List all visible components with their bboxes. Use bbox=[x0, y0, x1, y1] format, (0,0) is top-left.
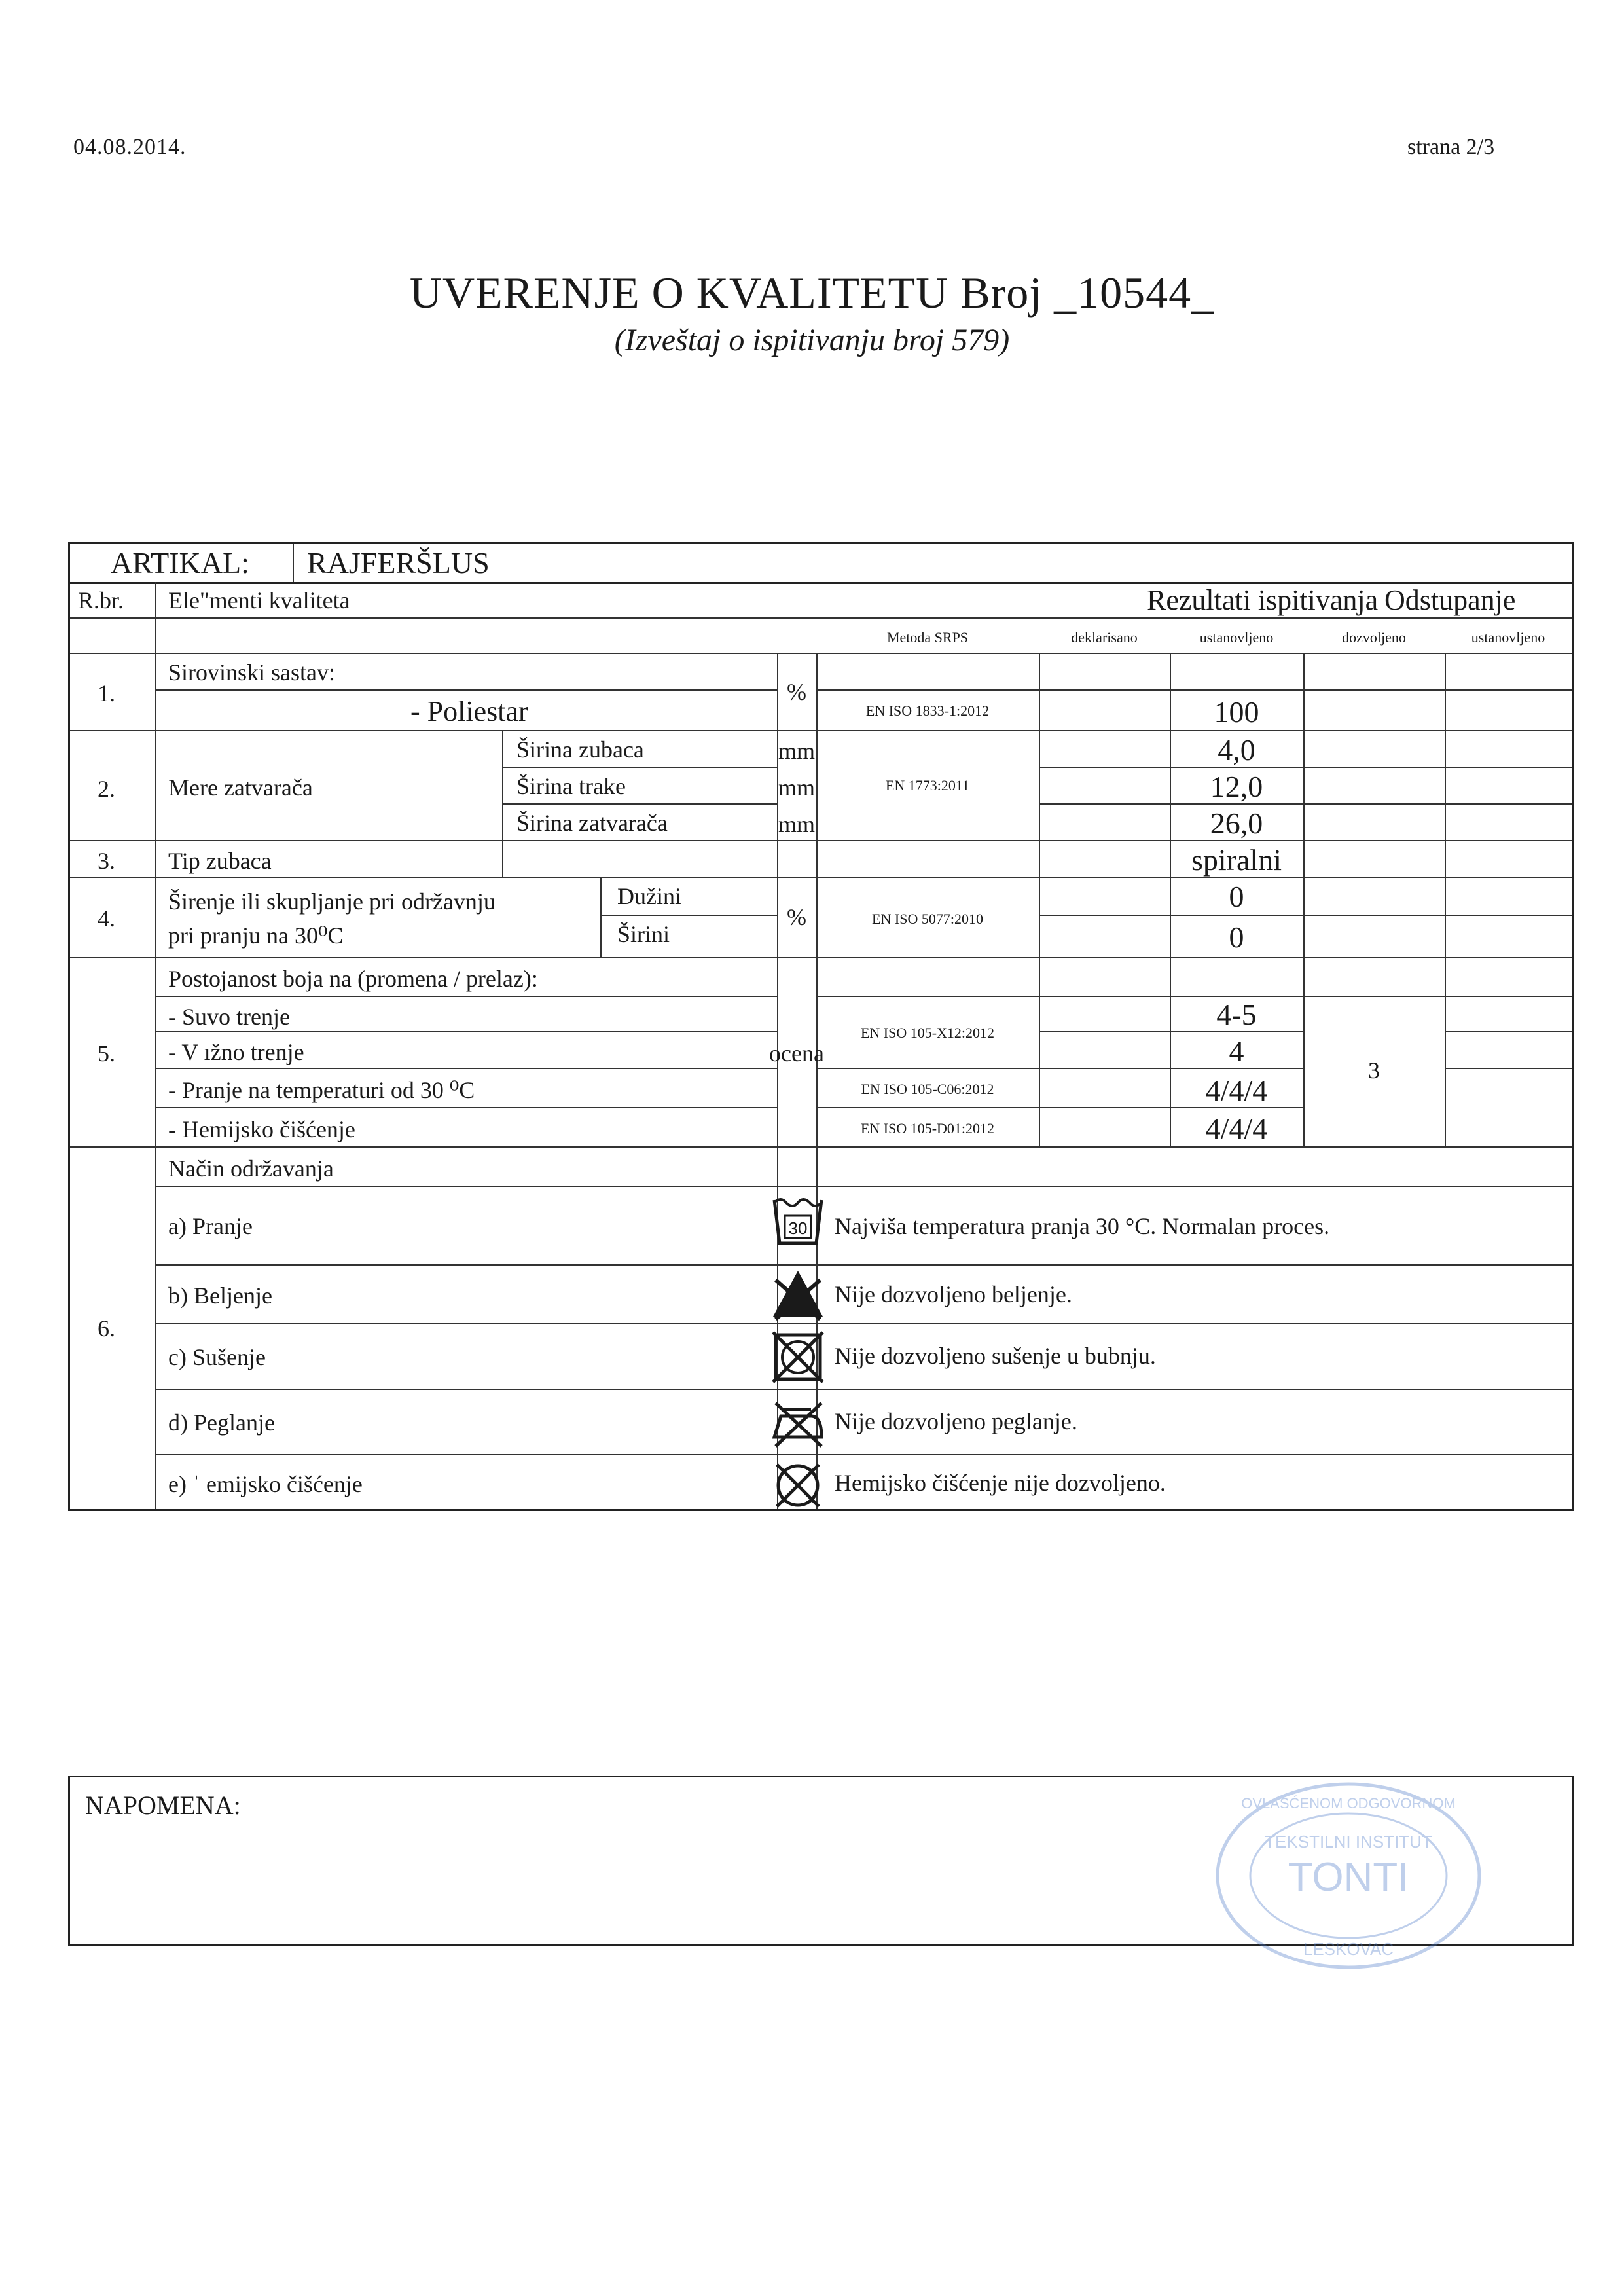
row-4-num: 4. bbox=[98, 905, 115, 932]
row-5-dozvoljeno: 3 bbox=[1368, 1057, 1380, 1084]
care-label-bleach: b) Beljenje bbox=[168, 1283, 272, 1309]
row-4-label-1: Širenje ili skupljanje pri održavnju bbox=[168, 888, 496, 915]
row-2-value-2: 12,0 bbox=[1210, 770, 1263, 803]
care-label-wash: a) Pranje bbox=[168, 1213, 253, 1239]
care-label-dryclean: e) ˈ emijsko čišćenje bbox=[168, 1471, 363, 1497]
stamp-ring-text: OVLAŠĆENOM ODGOVORNOM bbox=[1241, 1795, 1456, 1812]
artikal-label: ARTIKAL: bbox=[111, 546, 249, 579]
row-2-unit-2: mm bbox=[778, 774, 816, 801]
row-2-item-1: Širina zubaca bbox=[516, 737, 644, 763]
sub-ustanovljeno: ustanovljeno bbox=[1199, 629, 1274, 646]
stamp-inner-text: TEKSTILNI INSTITUT bbox=[1265, 1832, 1432, 1851]
page-title: UVERENJE O KVALITETU Broj _10544_ bbox=[409, 268, 1215, 318]
sub-deklarisano: deklarisano bbox=[1071, 629, 1138, 646]
row-2-unit-3: mm bbox=[778, 811, 816, 837]
no-tumble-dry-icon bbox=[770, 1330, 825, 1385]
sub-dozvoljeno: dozvoljeno bbox=[1342, 629, 1406, 646]
napomena-label: NAPOMENA: bbox=[85, 1791, 241, 1820]
row-2-unit-1: mm bbox=[778, 738, 816, 764]
row-5-value-1: 4-5 bbox=[1216, 998, 1257, 1031]
row-5-method-3: EN ISO 105-D01:2012 bbox=[860, 1120, 995, 1137]
document-date: 04.08.2014. bbox=[73, 135, 187, 159]
sub-metoda: Metoda SRPS bbox=[886, 629, 969, 646]
care-text-dryclean: Hemijsko čišćenje nije dozvoljeno. bbox=[835, 1470, 1166, 1496]
row-1-label: Sirovinski sastav: bbox=[168, 659, 336, 685]
page-subtitle: (Izveštaj o ispitivanju broj 579) bbox=[614, 323, 1010, 357]
row-5-item-3: - Pranje na temperaturi od 30 ⁰C bbox=[168, 1077, 475, 1103]
sub-ustanovljeno-2: ustanovljeno bbox=[1471, 629, 1545, 646]
row-3-value: spiralni bbox=[1191, 843, 1282, 877]
col-rbr: R.br. bbox=[78, 587, 124, 613]
care-label-dry: c) Sušenje bbox=[168, 1344, 266, 1370]
row-4-value-2: 0 bbox=[1229, 920, 1244, 954]
row-5-item-1: - Suvo trenje bbox=[168, 1004, 290, 1030]
row-1-sub: - Poliestar bbox=[410, 695, 528, 727]
row-3-num: 3. bbox=[98, 848, 115, 874]
row-4-method: EN ISO 5077:2010 bbox=[872, 911, 983, 927]
row-5-item-4: - Hemijsko čišćenje bbox=[168, 1116, 355, 1142]
row-1-num: 1. bbox=[98, 680, 115, 706]
wash-30-icon bbox=[770, 1194, 825, 1248]
row-2-value-1: 4,0 bbox=[1218, 733, 1255, 767]
row-1-value: 100 bbox=[1214, 695, 1259, 729]
no-bleach-icon bbox=[770, 1267, 825, 1322]
no-dry-clean-icon bbox=[770, 1458, 825, 1513]
row-4-dir-1: Dužini bbox=[617, 883, 681, 909]
care-text-iron: Nije dozvoljeno peglanje. bbox=[835, 1408, 1077, 1434]
row-4-value-1: 0 bbox=[1229, 880, 1244, 913]
wash-temp-label: 30 bbox=[788, 1218, 808, 1238]
stamp-bottom-text: LESKOVAC bbox=[1303, 1939, 1394, 1959]
quality-table bbox=[68, 542, 1574, 1511]
row-5-value-4: 4/4/4 bbox=[1205, 1112, 1268, 1145]
row-2-value-3: 26,0 bbox=[1210, 807, 1263, 840]
no-iron-icon bbox=[770, 1394, 825, 1449]
row-5-method-1: EN ISO 105-X12:2012 bbox=[860, 1025, 995, 1041]
care-text-wash: Najviša temperatura pranja 30 °C. Normalan proces. bbox=[835, 1213, 1330, 1239]
row-5-label: Postojanost boja na (promena / prelaz): bbox=[168, 966, 538, 992]
row-5-value-2: 4 bbox=[1229, 1034, 1244, 1068]
row-3-label: Tip zubaca bbox=[168, 848, 272, 874]
artikal-value: RAJFERŠLUS bbox=[307, 546, 490, 579]
page-number: strana 2/3 bbox=[1407, 135, 1495, 159]
row-6-num: 6. bbox=[98, 1315, 115, 1341]
institute-stamp bbox=[1211, 1774, 1486, 1977]
row-2-item-2: Širina trake bbox=[516, 773, 626, 799]
row-2-label: Mere zatvarača bbox=[168, 774, 313, 801]
row-4-dir-2: Širini bbox=[617, 921, 670, 947]
row-6-label: Način održavanja bbox=[168, 1156, 334, 1182]
stamp-center-text: TONTI bbox=[1288, 1855, 1409, 1900]
row-4-label-2: pri pranju na 30⁰C bbox=[168, 922, 344, 949]
row-2-num: 2. bbox=[98, 776, 115, 802]
row-1-unit: % bbox=[787, 679, 806, 705]
row-2-item-3: Širina zatvarača bbox=[516, 810, 668, 836]
col-rezultati: Rezultati ispitivanja bbox=[1147, 584, 1379, 616]
row-2-method: EN 1773:2011 bbox=[885, 777, 970, 793]
row-5-unit: ocena bbox=[769, 1040, 824, 1066]
care-label-iron: d) Peglanje bbox=[168, 1410, 275, 1436]
col-elementi: Ele"menti kvaliteta bbox=[168, 587, 350, 613]
row-5-value-3: 4/4/4 bbox=[1205, 1074, 1268, 1107]
col-odstupanje: Odstupanje bbox=[1384, 584, 1516, 616]
row-5-item-2: - V ıžno trenje bbox=[168, 1039, 304, 1065]
row-1-method: EN ISO 1833-1:2012 bbox=[865, 702, 990, 719]
row-5-method-2: EN ISO 105-C06:2012 bbox=[861, 1081, 994, 1097]
care-text-bleach: Nije dozvoljeno beljenje. bbox=[835, 1281, 1072, 1307]
row-4-unit: % bbox=[787, 904, 806, 930]
row-5-num: 5. bbox=[98, 1040, 115, 1066]
care-text-dry: Nije dozvoljeno sušenje u bubnju. bbox=[835, 1343, 1156, 1369]
